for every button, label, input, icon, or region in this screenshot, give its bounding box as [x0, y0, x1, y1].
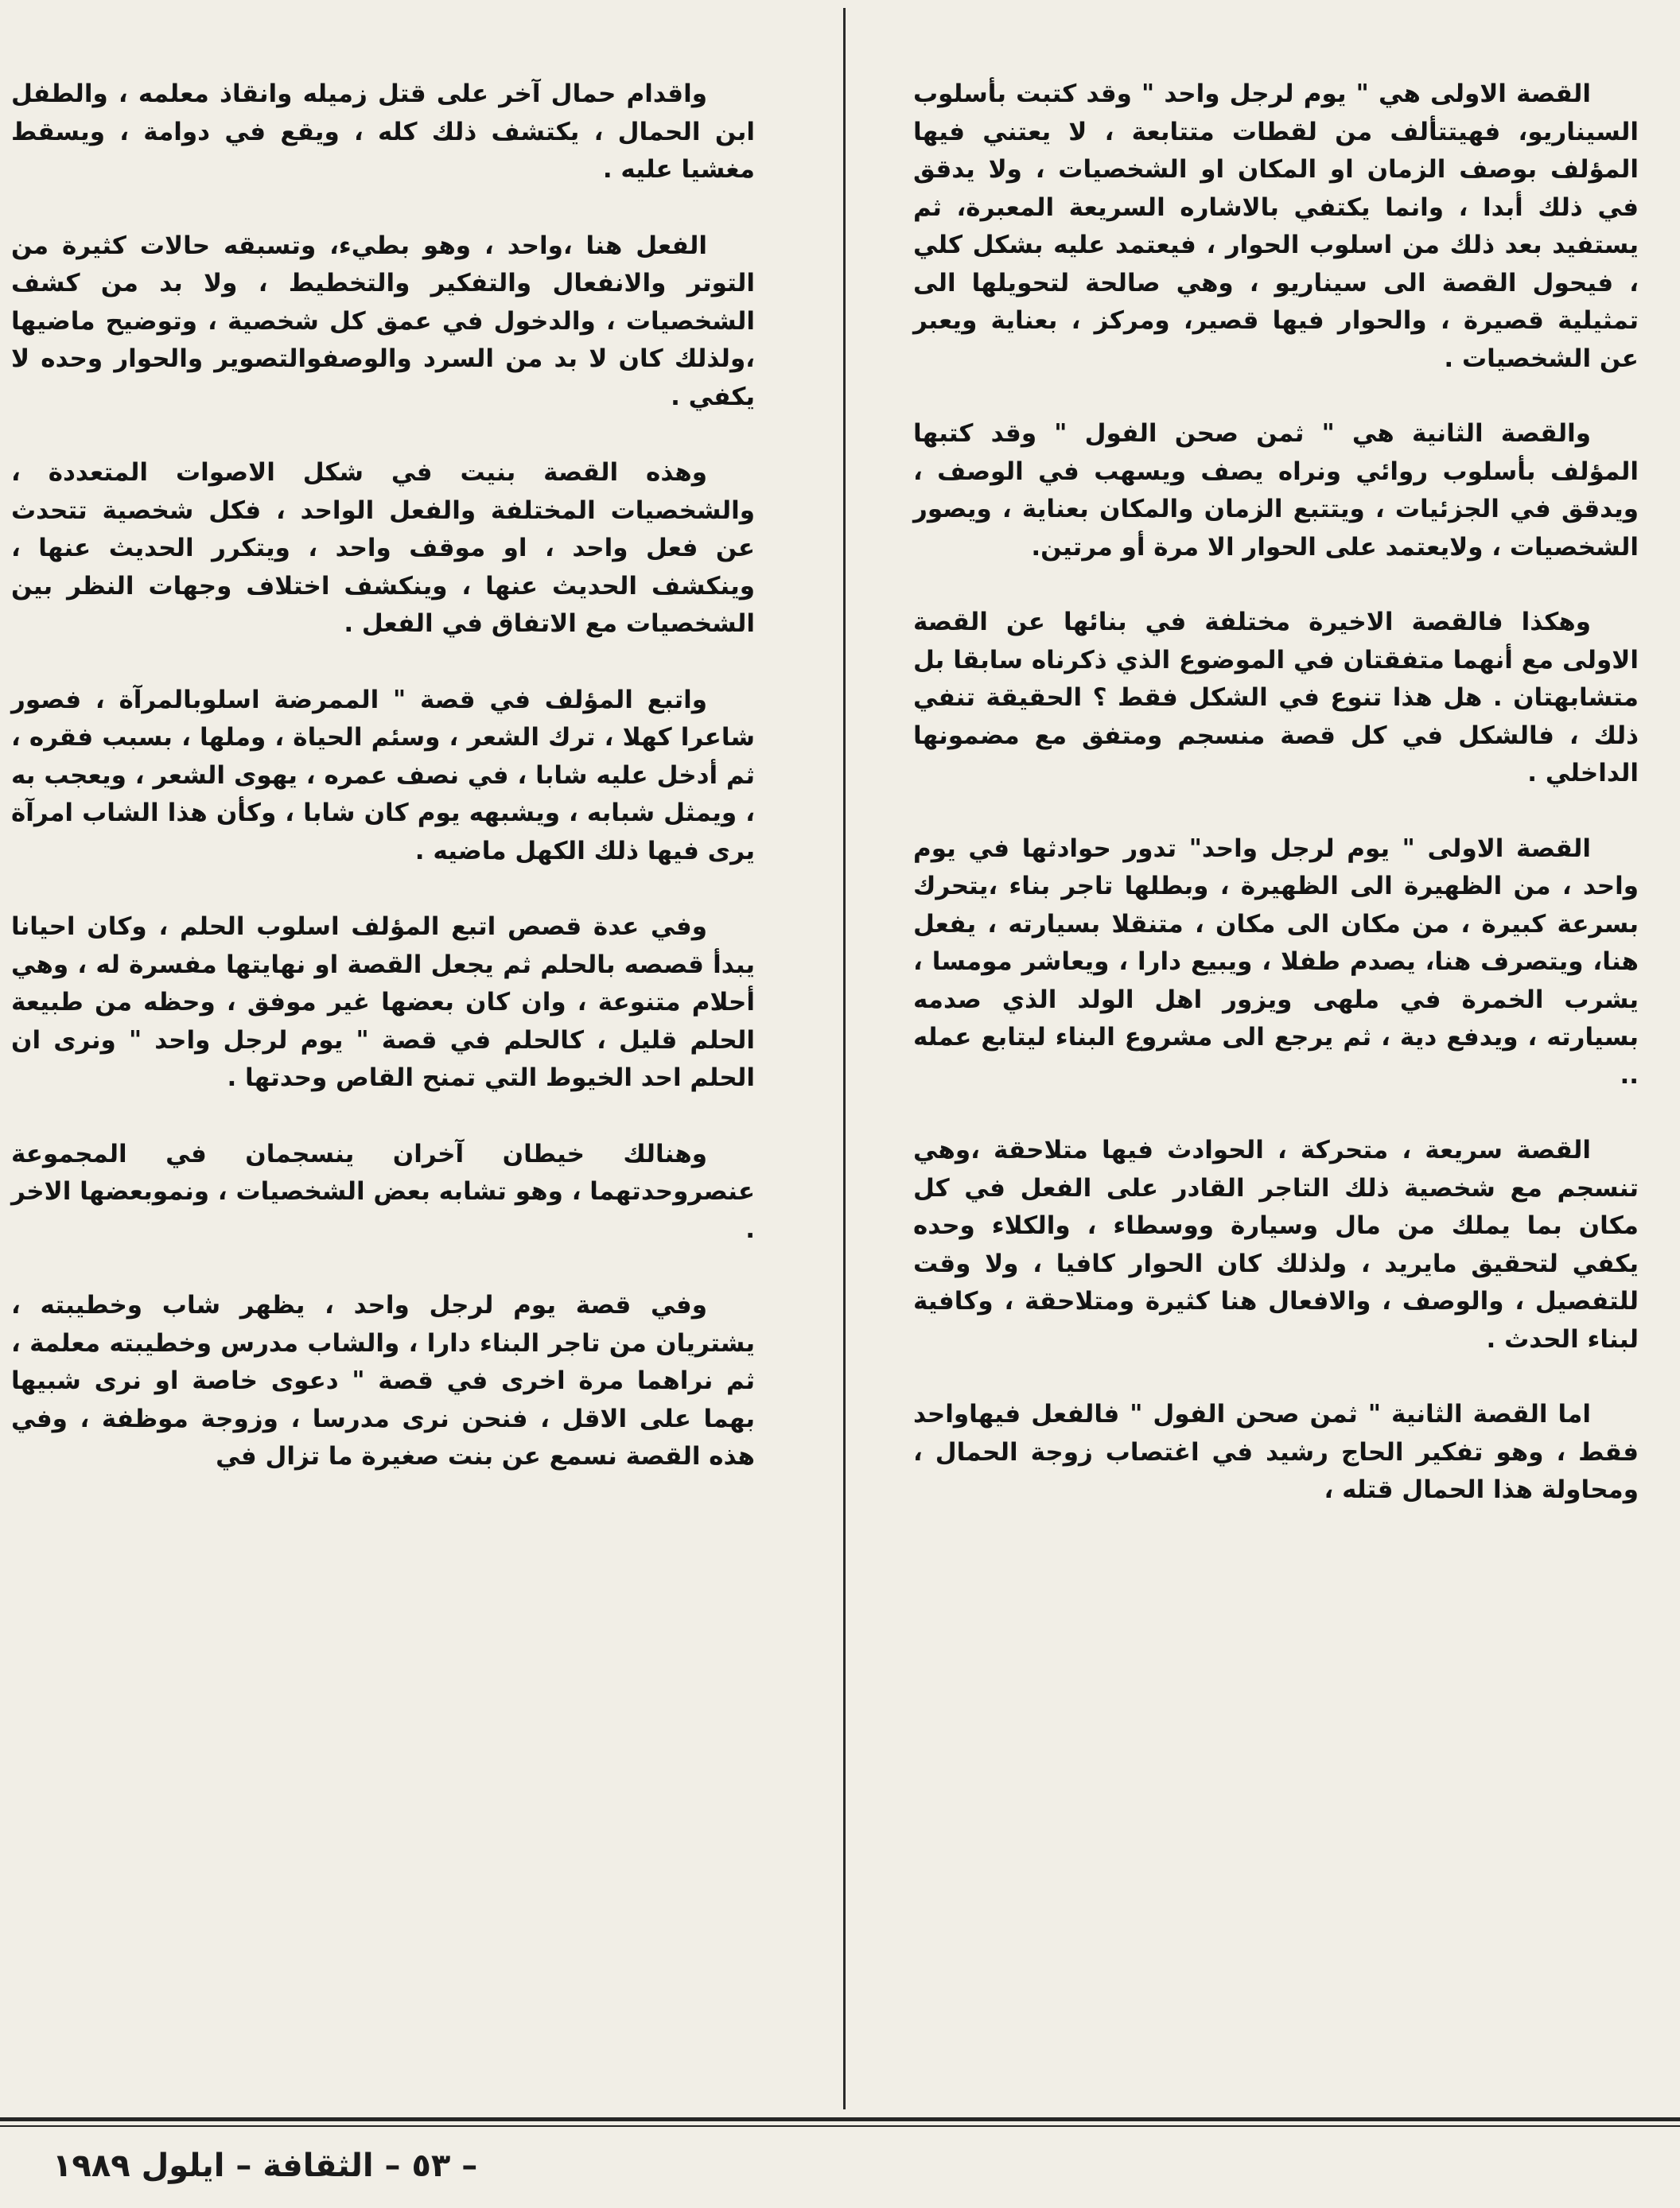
paragraph: وهذه القصة بنيت في شكل الاصوات المتعددة ، والشخصيات المختلفة والفعل الواحد ، فكل شخصية تتحدث عن فعل واحد ، او موقف واحد ، ويتكرر الحديث عنها ، وينكشف الحديث عنها ، وينكشف اختلاف وجهات النظر بين الشخصيات مع الاتفاق في الفعل .	[11, 458, 755, 638]
paragraph: القصة الاولى هي " يوم لرجل واحد " وقد كتبت بأسلوب السيناريو، فهيتتألف من لقطات متتابعة ، لا يعتني فيها المؤلف بوصف الزمان او المكان او الشخصيات ، ولا يدقق في ذلك أبدا ، وانما يكتفي بالاشاره السريعة المعبرة، ثم يستفيد بعد ذلك من اسلوب الحوار ، فيعتمد عليه بشكل كلي ، فيحول القصة الى سيناريو ، وهي صالحة لتحويلها الى تمثيلية قصيرة ، والحوار فيها قصير، ومركز ، بعناية ويعبر عن الشخصيات .	[913, 80, 1639, 373]
paragraph: اما القصة الثانية " ثمن صحن الفول " فالفعل فيهاواحد فقط ، وهو تفكير الحاج رشيد في اغتصاب زوجة الحمال ، ومحاولة هذا الحمال قتله ،	[913, 1400, 1639, 1504]
paragraph: القصة الاولى " يوم لرجل واحد" تدور حوادثها في يوم واحد ، من الظهيرة الى الظهيرة ، وبطلها تاجر بناء ،يتحرك بسرعة كبيرة ، من مكان الى مكان ، متنقلا بسيارته ، يفعل هنا، ويتصرف هنا، يصدم طفلا ، ويبيع دارا ، ويعاشر مومسا ، يشرب الخمرة في ملهى ويزور اهل الولد الذي صدمه بسيارته ، ويدفع دية ، ثم يرجع الى مشروع البناء ليتابع عمله ..	[913, 834, 1639, 1090]
footer-rule-thin	[0, 2125, 1680, 2127]
paragraph: واقدام حمال آخر على قتل زميله وانقاذ معلمه ، والطفل ابن الحمال ، يكتشف ذلك كله ، ويقع في دوامة ، ويسقط مغشيا عليه .	[11, 80, 755, 184]
column-divider	[843, 8, 846, 2109]
page-footer: – ٥٣ – الثقافة – ايلول ١٩٨٩	[52, 2148, 478, 2184]
paragraph: الفعل هنا ،واحد ، وهو بطيء، وتسبقه حالات كثيرة من التوتر والانفعال والتفكير والتخطيط ، ولا بد من كشف الشخصيات ، والدخول في عمق كل شخصية ، وتوضيح ماضيها ،ولذلك كان لا بد من السرد والوصفوالتصوير والحوار وحده لا يكفي .	[11, 231, 755, 411]
paragraph: وفي قصة يوم لرجل واحد ، يظهر شاب وخطيبته ، يشتريان من تاجر البناء دارا ، والشاب مدرس وخطيبته معلمة ، ثم نراهما مرة اخرى في قصة " دعوى خاصة او نرى شبيها بهما على الاقل ، فنحن نرى مدرسا ، وزوجة موظفة ، وفي هذه القصة نسمع عن بنت صغيرة ما تزال في	[11, 1291, 755, 1471]
paragraph: والقصة الثانية هي " ثمن صحن الفول " وقد كتبها المؤلف بأسلوب روائي ونراه يصف ويسهب في الوصف ، ويدقق في الجزئيات ، ويتتبع الزمان والمكان بعناية ، ويصور الشخصيات ، ولايعتمد على الحوار الا مرة أو مرتين.	[913, 419, 1639, 562]
paragraph: القصة سريعة ، متحركة ، الحوادث فيها متلاحقة ،وهي تنسجم مع شخصية ذلك التاجر القادر على الفعل في كل مكان بما يملك من مال وسيارة ووسطاء ، والكلاء وحده يكفي لتحقيق مايريد ، ولذلك كان الحوار كافيا ، ولا وقت للتفصيل ، والوصف ، والافعال هنا كثيرة ومتلاحقة ، وكافية لبناء الحدث .	[913, 1136, 1639, 1354]
paragraph: وهنالك خيطان آخران ينسجمان في المجموعة عنصروحدتهما ، وهو تشابه بعض الشخصيات ، ونموبعضها الاخر .	[11, 1139, 755, 1244]
paragraph: وفي عدة قصص اتبع المؤلف اسلوب الحلم ، وكان احيانا يبدأ قصصه بالحلم ثم يجعل القصة او نهايتها مفسرة له ، وهي أحلام متنوعة ، وان كان بعضها غير موفق ، وحظه من طبيعة الحلم قليل ، كالحلم في قصة " يوم لرجل واحد " ونرى ان الحلم احد الخيوط التي تمنح القاص وحدتها .	[11, 912, 755, 1092]
paragraph: وهكذا فالقصة الاخيرة مختلفة في بنائها عن القصة الاولى مع أنهما متفقتان في الموضوع الذي ذكرناه سابقا بل متشابهتان . هل هذا تنوع في الشكل فقط ؟ الحقيقة تنفي ذلك ، فالشكل في كل قصة منسجم ومتفق مع مضمونها الداخلي .	[913, 608, 1639, 787]
right-column	[913, 76, 1639, 1547]
left-column	[11, 76, 755, 1514]
paragraph: واتبع المؤلف في قصة " الممرضة اسلوبالمرآة ، فصور شاعرا كهلا ، ترك الشعر ، وسئم الحياة ، وملها ، بسبب فقره ، ثم أدخل عليه شابا ، في نصف عمره ، يهوى الشعر ، ويعجب به ، ويمثل شبابه ، ويشبهه يوم كان شابا ، وكأن هذا الشاب امرآة يرى فيها ذلك الكهل ماضيه .	[11, 685, 755, 865]
footer-rule-thick	[0, 2117, 1680, 2121]
